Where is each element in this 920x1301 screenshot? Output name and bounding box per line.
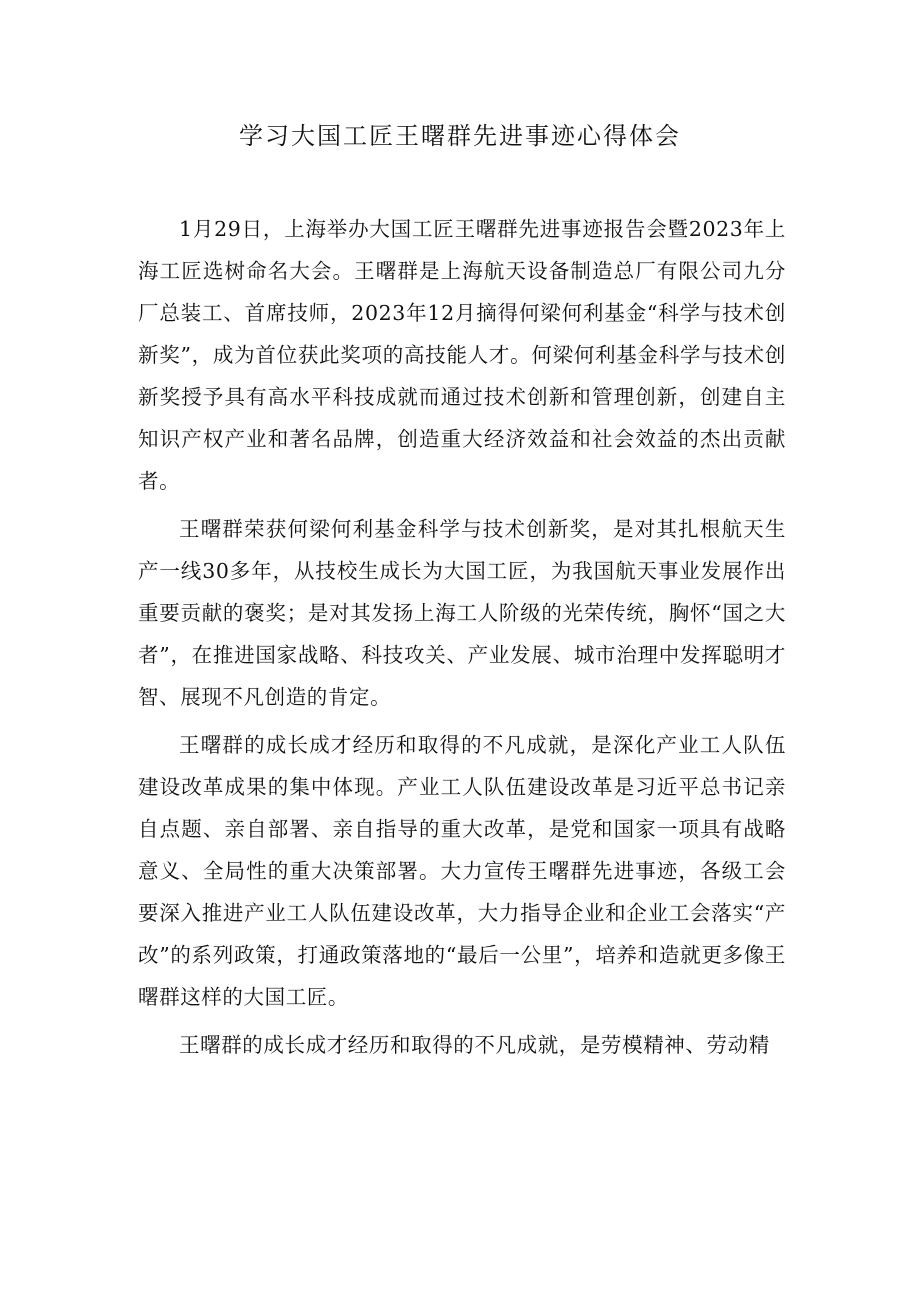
- document-title: 学习大国工匠王曙群先进事迹心得体会: [239, 122, 681, 150]
- paragraph-4: 王曙群的成长成才经历和取得的不凡成就，是劳模精神、劳动精: [179, 1033, 770, 1057]
- document-body: [138, 208, 786, 1066]
- paragraph-1: 1月29日，上海举办大国工匠王曙群先进事迹报告会暨2023年上海工匠选树命名大会。王曙群是上海航天设备制造总厂有限公司九分厂总装工、首席技师，2023年12月摘得何梁何利基金“科学与技术创新奖”，成为首位获此奖项的高技能人才。何梁何利基金科学与技术创新奖授予具有高水平科技成就而通过技术创新和管理创新，创建自主知识产权产业和著名品牌，创造重大经济效益和社会效益的杰出贡献者。: [138, 217, 786, 493]
- paragraph-2: 王曙群荣获何梁何利基金科学与技术创新奖，是对其扎根航天生产一线30多年，从技校生成长为大国工匠，为我国航天事业发展作出重要贡献的褒奖；是对其发扬上海工人阶级的光荣传统，胸怀“国之大者”，在推进国家战略、科技攻关、产业发展、城市治理中发挥聪明才智、展现不凡创造的肯定。: [138, 517, 786, 709]
- paragraph-3: 王曙群的成长成才经历和取得的不凡成就，是深化产业工人队伍建设改革成果的集中体现。产业工人队伍建设改革是习近平总书记亲自点题、亲自部署、亲自指导的重大改革，是党和国家一项具有战略意义、全局性的重大决策部署。大力宣传王曙群先进事迹，各级工会要深入推进产业工人队伍建设改革，大力指导企业和企业工会落实“产改”的系列政策，打通政策落地的“最后一公里”，培养和造就更多像王曙群这样的大国工匠。: [138, 733, 786, 1009]
